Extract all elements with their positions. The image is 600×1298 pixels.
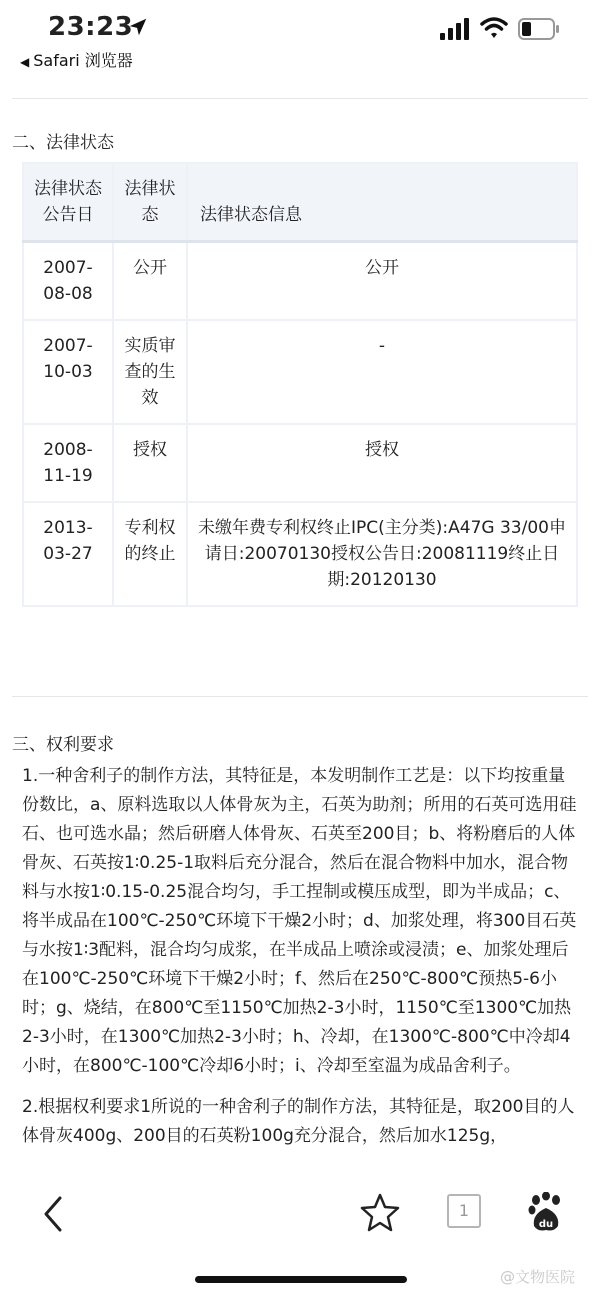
cell-date: 2013-03-27 <box>23 502 113 606</box>
cell-date: 2007-10-03 <box>23 320 113 424</box>
table-header-row <box>23 163 577 242</box>
cell-status: 专利权的终止 <box>113 502 187 606</box>
table-row <box>23 424 577 502</box>
baidu-paw-icon[interactable] <box>528 1192 564 1232</box>
table-row <box>23 320 577 424</box>
cell-status: 授权 <box>113 424 187 502</box>
table-row <box>23 502 577 606</box>
back-triangle-icon: ◀ <box>20 55 30 69</box>
status-bar <box>0 0 600 80</box>
cell-date: 2007-08-08 <box>23 242 113 321</box>
watermark: @文物医院 <box>500 1268 576 1286</box>
divider <box>12 696 588 697</box>
back-app-label: Safari 浏览器 <box>33 51 133 70</box>
header-announcement-date: 法律状态公告日 <box>23 163 113 242</box>
cellular-signal-icon <box>440 18 470 40</box>
clock: 23:23 <box>48 12 134 42</box>
section-title-legal-status: 二、法律状态 <box>12 133 114 153</box>
section-title-claims: 三、权利要求 <box>12 735 114 755</box>
divider <box>12 98 588 99</box>
header-legal-status: 法律状态 <box>113 163 187 242</box>
wifi-icon <box>480 16 508 40</box>
location-arrow-icon <box>127 16 149 38</box>
cell-date: 2008-11-19 <box>23 424 113 502</box>
cell-status: 实质审查的生效 <box>113 320 187 424</box>
back-to-app-link[interactable] <box>20 48 133 71</box>
claim-item: 1.一种舍利子的制作方法，其特征是，本发明制作工艺是：以下均按重量份数比，a、原料选取以人体骨灰为主，石英为助剂；所用的石英可选用硅石、也可选水晶；然后研磨人体骨灰、石英至200目；b、将粉磨后的人体骨灰、石英按1∶0.25-1取料后充分混合，然后在混合物料中加水，混合物料与水按1∶0.15-0.25混合均匀，手工捏制或模压成型，即为半成品；c、将半成品在100℃-250℃环境下干燥2小时；d、加浆处理，将300目石英与水按1∶3配料，混合均匀成浆，在半成品上喷涂或浸渍；e、加浆处理后在100℃-250℃环境下干燥2小时；f、然后在250℃-800℃预热5-6小时；g、烧结，在800℃至1150℃加热2-3小时，1150℃至1300℃加热2-3小时，在1300℃加热2-3小时；h、冷却，在1300℃-800℃中冷却4小时，在800℃-100℃冷却6小时；i、冷却至室温为成品舍利子。 <box>22 766 577 1076</box>
table-row <box>23 242 577 321</box>
cell-info: 公开 <box>187 242 577 321</box>
tab-count-button[interactable]: 1 <box>447 1194 481 1228</box>
cell-info: 授权 <box>187 424 577 502</box>
claim-item: 2.根据权利要求1所说的一种舍利子的制作方法，其特征是，取200目的人体骨灰400g、200目的石英粉100g充分混合，然后加水125g， <box>22 1097 575 1146</box>
cell-status: 公开 <box>113 242 187 321</box>
back-chevron-icon[interactable] <box>38 1194 68 1234</box>
bookmark-star-icon[interactable] <box>360 1192 400 1232</box>
bottom-toolbar <box>0 1180 600 1298</box>
home-indicator <box>195 1276 407 1283</box>
svg-text:du: du <box>538 1219 554 1230</box>
cell-info: - <box>187 320 577 424</box>
legal-status-table <box>22 162 578 607</box>
header-legal-status-info: 法律状态信息 <box>187 163 577 242</box>
claims-list <box>22 762 578 1163</box>
battery-icon <box>518 18 560 40</box>
cell-info: 未缴年费专利权终止IPC(主分类):A47G 33/00申请日:20070130授权公告日:20081119终止日期:20120130 <box>187 502 577 606</box>
page-content[interactable] <box>0 98 600 1180</box>
